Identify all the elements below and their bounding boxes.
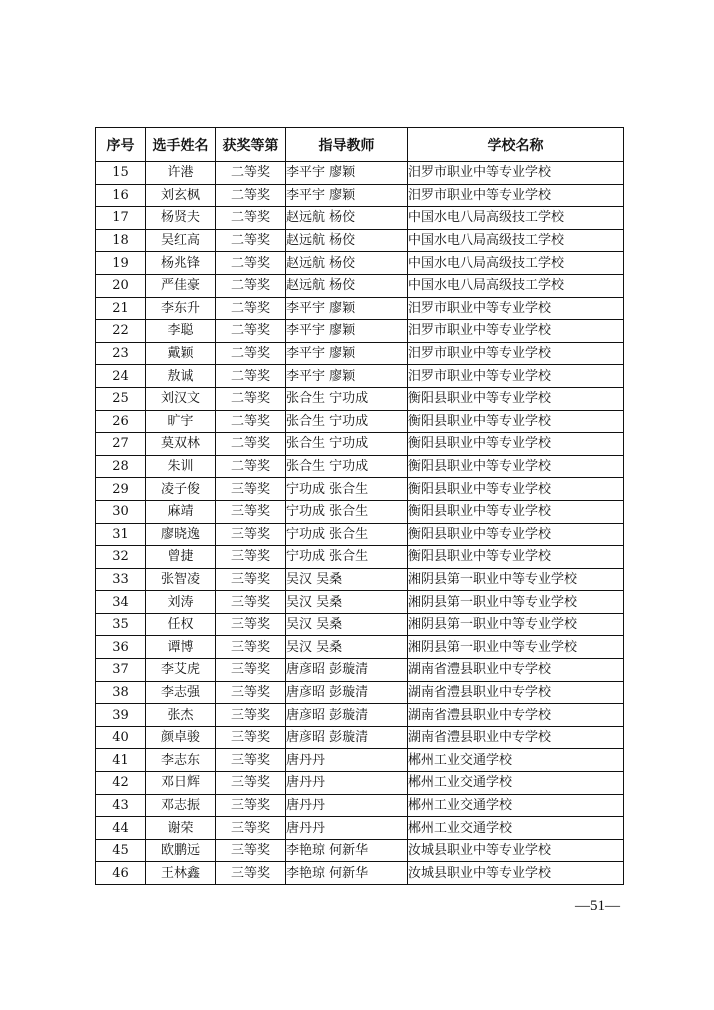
cell-award: 二等奖 xyxy=(216,320,286,343)
cell-award: 三等奖 xyxy=(216,681,286,704)
cell-name: 邓日辉 xyxy=(146,772,216,795)
cell-school: 衡阳县职业中等专业学校 xyxy=(408,410,624,433)
cell-award: 三等奖 xyxy=(216,704,286,727)
cell-award: 二等奖 xyxy=(216,387,286,410)
cell-award: 二等奖 xyxy=(216,184,286,207)
table-row xyxy=(96,659,624,682)
cell-name: 莫双林 xyxy=(146,433,216,456)
table-row xyxy=(96,546,624,569)
cell-award: 二等奖 xyxy=(216,297,286,320)
cell-award: 二等奖 xyxy=(216,229,286,252)
cell-teacher: 唐彦昭 彭璇清 xyxy=(286,681,408,704)
table-row xyxy=(96,523,624,546)
cell-teacher: 吴汉 吴桑 xyxy=(286,636,408,659)
cell-no: 40 xyxy=(96,726,146,749)
cell-teacher: 宁功成 张合生 xyxy=(286,500,408,523)
cell-award: 三等奖 xyxy=(216,862,286,885)
cell-award: 二等奖 xyxy=(216,274,286,297)
table-row xyxy=(96,274,624,297)
cell-no: 42 xyxy=(96,772,146,795)
cell-name: 杨兆锋 xyxy=(146,252,216,275)
table-row xyxy=(96,320,624,343)
cell-school: 湖南省澧县职业中专学校 xyxy=(408,726,624,749)
table-row xyxy=(96,726,624,749)
cell-name: 凌子俊 xyxy=(146,478,216,501)
table-row xyxy=(96,410,624,433)
cell-award: 三等奖 xyxy=(216,726,286,749)
cell-award: 二等奖 xyxy=(216,252,286,275)
cell-name: 刘玄枫 xyxy=(146,184,216,207)
cell-teacher: 张合生 宁功成 xyxy=(286,387,408,410)
table-row xyxy=(96,862,624,885)
header-teacher: 指导教师 xyxy=(286,128,408,162)
table-row xyxy=(96,794,624,817)
cell-award: 三等奖 xyxy=(216,478,286,501)
cell-no: 18 xyxy=(96,229,146,252)
table-row xyxy=(96,704,624,727)
cell-school: 汨罗市职业中等专业学校 xyxy=(408,320,624,343)
cell-award: 二等奖 xyxy=(216,342,286,365)
cell-award: 三等奖 xyxy=(216,613,286,636)
cell-name: 戴颖 xyxy=(146,342,216,365)
cell-school: 衡阳县职业中等专业学校 xyxy=(408,455,624,478)
cell-teacher: 李平宇 廖颖 xyxy=(286,365,408,388)
cell-school: 汝城县职业中等专业学校 xyxy=(408,862,624,885)
cell-school: 汝城县职业中等专业学校 xyxy=(408,839,624,862)
cell-teacher: 唐彦昭 彭璇清 xyxy=(286,659,408,682)
cell-teacher: 赵远航 杨佼 xyxy=(286,274,408,297)
cell-teacher: 李平宇 廖颖 xyxy=(286,184,408,207)
cell-name: 邓志振 xyxy=(146,794,216,817)
table-row xyxy=(96,839,624,862)
cell-no: 15 xyxy=(96,162,146,185)
cell-teacher: 唐彦昭 彭璇清 xyxy=(286,726,408,749)
table-row xyxy=(96,591,624,614)
cell-school: 湖南省澧县职业中专学校 xyxy=(408,659,624,682)
cell-award: 二等奖 xyxy=(216,410,286,433)
cell-award: 三等奖 xyxy=(216,772,286,795)
table-row xyxy=(96,297,624,320)
table-row xyxy=(96,252,624,275)
cell-school: 郴州工业交通学校 xyxy=(408,817,624,840)
cell-teacher: 赵远航 杨佼 xyxy=(286,252,408,275)
cell-school: 湖南省澧县职业中专学校 xyxy=(408,704,624,727)
cell-name: 廖晓逸 xyxy=(146,523,216,546)
cell-no: 25 xyxy=(96,387,146,410)
cell-award: 三等奖 xyxy=(216,523,286,546)
cell-no: 16 xyxy=(96,184,146,207)
cell-award: 二等奖 xyxy=(216,455,286,478)
cell-name: 欧鹏远 xyxy=(146,839,216,862)
table-row xyxy=(96,433,624,456)
cell-school: 湘阴县第一职业中等专业学校 xyxy=(408,636,624,659)
cell-name: 麻靖 xyxy=(146,500,216,523)
table-row xyxy=(96,817,624,840)
cell-teacher: 李平宇 廖颖 xyxy=(286,297,408,320)
cell-name: 颜卓骏 xyxy=(146,726,216,749)
cell-no: 27 xyxy=(96,433,146,456)
cell-no: 19 xyxy=(96,252,146,275)
cell-name: 刘汉文 xyxy=(146,387,216,410)
header-award: 获奖等第 xyxy=(216,128,286,162)
cell-no: 22 xyxy=(96,320,146,343)
cell-teacher: 唐丹丹 xyxy=(286,817,408,840)
cell-no: 26 xyxy=(96,410,146,433)
cell-school: 中国水电八局高级技工学校 xyxy=(408,252,624,275)
cell-name: 李志强 xyxy=(146,681,216,704)
cell-name: 任权 xyxy=(146,613,216,636)
cell-school: 衡阳县职业中等专业学校 xyxy=(408,500,624,523)
cell-teacher: 吴汉 吴桑 xyxy=(286,568,408,591)
cell-name: 张智凌 xyxy=(146,568,216,591)
cell-name: 李聪 xyxy=(146,320,216,343)
cell-award: 三等奖 xyxy=(216,546,286,569)
cell-no: 38 xyxy=(96,681,146,704)
cell-school: 衡阳县职业中等专业学校 xyxy=(408,478,624,501)
cell-award: 二等奖 xyxy=(216,433,286,456)
cell-no: 36 xyxy=(96,636,146,659)
cell-teacher: 赵远航 杨佼 xyxy=(286,229,408,252)
cell-award: 三等奖 xyxy=(216,749,286,772)
cell-award: 三等奖 xyxy=(216,839,286,862)
cell-teacher: 唐丹丹 xyxy=(286,794,408,817)
cell-name: 谭博 xyxy=(146,636,216,659)
table-header-row xyxy=(96,128,624,162)
cell-no: 29 xyxy=(96,478,146,501)
cell-no: 31 xyxy=(96,523,146,546)
cell-name: 曾捷 xyxy=(146,546,216,569)
header-school: 学校名称 xyxy=(408,128,624,162)
cell-no: 30 xyxy=(96,500,146,523)
table-row xyxy=(96,229,624,252)
cell-no: 28 xyxy=(96,455,146,478)
cell-name: 许港 xyxy=(146,162,216,185)
cell-name: 王林鑫 xyxy=(146,862,216,885)
table-row xyxy=(96,162,624,185)
cell-no: 43 xyxy=(96,794,146,817)
cell-name: 李志东 xyxy=(146,749,216,772)
cell-name: 李艾虎 xyxy=(146,659,216,682)
cell-no: 39 xyxy=(96,704,146,727)
cell-award: 三等奖 xyxy=(216,659,286,682)
cell-no: 45 xyxy=(96,839,146,862)
cell-school: 湘阴县第一职业中等专业学校 xyxy=(408,591,624,614)
cell-teacher: 唐彦昭 彭璇清 xyxy=(286,704,408,727)
cell-teacher: 赵远航 杨佼 xyxy=(286,207,408,230)
cell-no: 24 xyxy=(96,365,146,388)
cell-no: 33 xyxy=(96,568,146,591)
cell-teacher: 宁功成 张合生 xyxy=(286,523,408,546)
cell-name: 严佳豪 xyxy=(146,274,216,297)
cell-teacher: 李平宇 廖颖 xyxy=(286,320,408,343)
cell-teacher: 李平宇 廖颖 xyxy=(286,162,408,185)
cell-teacher: 吴汉 吴桑 xyxy=(286,591,408,614)
cell-teacher: 唐丹丹 xyxy=(286,749,408,772)
cell-school: 中国水电八局高级技工学校 xyxy=(408,207,624,230)
cell-no: 35 xyxy=(96,613,146,636)
cell-award: 二等奖 xyxy=(216,162,286,185)
table-row xyxy=(96,613,624,636)
cell-name: 李东升 xyxy=(146,297,216,320)
table-row xyxy=(96,184,624,207)
cell-teacher: 李艳琼 何新华 xyxy=(286,839,408,862)
cell-no: 46 xyxy=(96,862,146,885)
table-row xyxy=(96,636,624,659)
table-row xyxy=(96,342,624,365)
cell-teacher: 张合生 宁功成 xyxy=(286,410,408,433)
table-row xyxy=(96,500,624,523)
cell-name: 吴红高 xyxy=(146,229,216,252)
header-no: 序号 xyxy=(96,128,146,162)
cell-name: 刘涛 xyxy=(146,591,216,614)
cell-school: 汨罗市职业中等专业学校 xyxy=(408,162,624,185)
cell-name: 杨贤夫 xyxy=(146,207,216,230)
cell-no: 20 xyxy=(96,274,146,297)
cell-teacher: 张合生 宁功成 xyxy=(286,433,408,456)
table-row xyxy=(96,749,624,772)
cell-school: 汨罗市职业中等专业学校 xyxy=(408,297,624,320)
header-name: 选手姓名 xyxy=(146,128,216,162)
cell-school: 衡阳县职业中等专业学校 xyxy=(408,546,624,569)
cell-teacher: 李艳琼 何新华 xyxy=(286,862,408,885)
cell-school: 衡阳县职业中等专业学校 xyxy=(408,433,624,456)
award-results-table xyxy=(95,127,624,885)
table-row xyxy=(96,568,624,591)
cell-award: 二等奖 xyxy=(216,365,286,388)
cell-no: 17 xyxy=(96,207,146,230)
cell-school: 汨罗市职业中等专业学校 xyxy=(408,365,624,388)
cell-no: 34 xyxy=(96,591,146,614)
cell-award: 三等奖 xyxy=(216,794,286,817)
cell-school: 汨罗市职业中等专业学校 xyxy=(408,184,624,207)
cell-award: 三等奖 xyxy=(216,817,286,840)
cell-teacher: 唐丹丹 xyxy=(286,772,408,795)
cell-award: 三等奖 xyxy=(216,636,286,659)
cell-name: 谢荣 xyxy=(146,817,216,840)
cell-teacher: 吴汉 吴桑 xyxy=(286,613,408,636)
cell-teacher: 李平宇 廖颖 xyxy=(286,342,408,365)
table-row xyxy=(96,681,624,704)
cell-school: 郴州工业交通学校 xyxy=(408,772,624,795)
cell-school: 中国水电八局高级技工学校 xyxy=(408,274,624,297)
table-row xyxy=(96,387,624,410)
cell-school: 汨罗市职业中等专业学校 xyxy=(408,342,624,365)
cell-school: 衡阳县职业中等专业学校 xyxy=(408,523,624,546)
cell-school: 湘阴县第一职业中等专业学校 xyxy=(408,568,624,591)
cell-teacher: 宁功成 张合生 xyxy=(286,546,408,569)
cell-award: 三等奖 xyxy=(216,568,286,591)
cell-name: 张杰 xyxy=(146,704,216,727)
cell-school: 湖南省澧县职业中专学校 xyxy=(408,681,624,704)
cell-name: 旷宇 xyxy=(146,410,216,433)
cell-no: 37 xyxy=(96,659,146,682)
cell-school: 中国水电八局高级技工学校 xyxy=(408,229,624,252)
cell-name: 敖诚 xyxy=(146,365,216,388)
cell-award: 二等奖 xyxy=(216,207,286,230)
table-row xyxy=(96,772,624,795)
cell-no: 32 xyxy=(96,546,146,569)
cell-teacher: 张合生 宁功成 xyxy=(286,455,408,478)
table-row xyxy=(96,207,624,230)
cell-school: 衡阳县职业中等专业学校 xyxy=(408,387,624,410)
table-row xyxy=(96,455,624,478)
table-row xyxy=(96,478,624,501)
cell-award: 三等奖 xyxy=(216,591,286,614)
cell-no: 44 xyxy=(96,817,146,840)
cell-school: 郴州工业交通学校 xyxy=(408,749,624,772)
table-row xyxy=(96,365,624,388)
cell-school: 湘阴县第一职业中等专业学校 xyxy=(408,613,624,636)
cell-award: 三等奖 xyxy=(216,500,286,523)
table-body xyxy=(96,162,624,885)
cell-no: 21 xyxy=(96,297,146,320)
cell-no: 41 xyxy=(96,749,146,772)
cell-school: 郴州工业交通学校 xyxy=(408,794,624,817)
cell-no: 23 xyxy=(96,342,146,365)
cell-teacher: 宁功成 张合生 xyxy=(286,478,408,501)
page-number: —51— xyxy=(575,898,620,914)
cell-name: 朱训 xyxy=(146,455,216,478)
